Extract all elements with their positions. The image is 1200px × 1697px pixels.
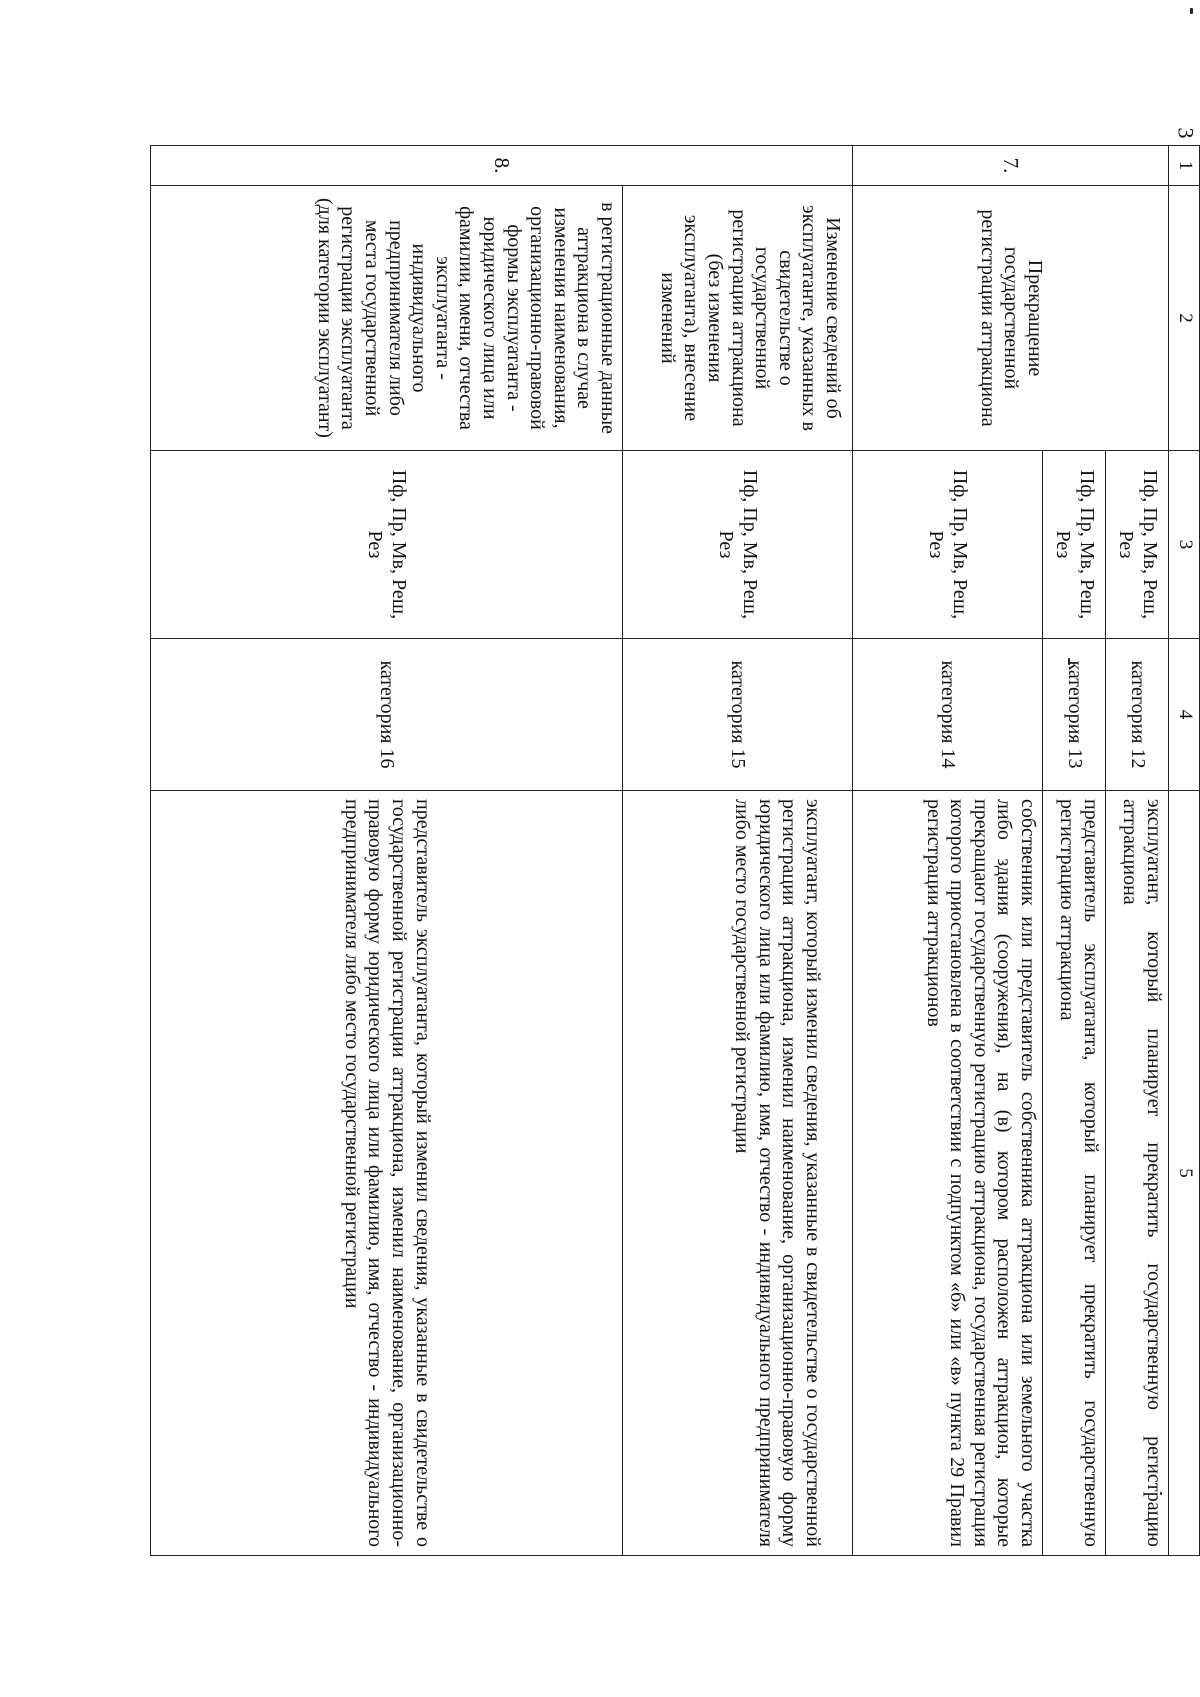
table-row bbox=[623, 146, 853, 1556]
documents-list: Пф, Пр, Мв, Реш, Рез bbox=[623, 451, 853, 639]
documents-list: Пф, Пр, Мв, Реш, Рез bbox=[1043, 451, 1106, 639]
header-cell: 4 bbox=[1169, 639, 1200, 791]
category-cell: категория 13 bbox=[1043, 639, 1106, 791]
applicant-description: эксплуатант, который изменил сведения, указанные в свидетельстве о государственной регистрации аттракциона, изменил наименование, организационно-правовую форму юридического лица или фамилию, имя, отчество - индивидуального предпринимателя либо место государственной регистрации bbox=[623, 791, 853, 1556]
category-cell: категория 15 bbox=[623, 639, 853, 791]
services-table bbox=[150, 145, 1200, 1556]
documents-list: Пф, Пр, Мв, Реш, Рез bbox=[151, 451, 623, 639]
category-cell: категория 16 bbox=[151, 639, 623, 791]
table-row bbox=[151, 146, 623, 1556]
header-cell: 5 bbox=[1169, 791, 1200, 1556]
table-row bbox=[1106, 146, 1169, 1556]
header-cell: 2 bbox=[1169, 186, 1200, 451]
page-number: 3 bbox=[1173, 127, 1199, 139]
rotated-table-area bbox=[150, 145, 1200, 1555]
category-cell: категория 12 bbox=[1106, 639, 1169, 791]
applicant-description: представитель эксплуатанта, который планирует прекратить государственную регистрацию аттракциона bbox=[1043, 791, 1106, 1556]
row-number: 8. bbox=[151, 146, 853, 186]
service-name: в регистрационные данные аттракциона в случае изменения наименования, организационно-правовой формы эксплуатанта - юридического лица или фамилии, имени, отчества эксплуатанта - индивидуального предпринимателя либо места государственной регистрации эксплуатанта (для категории эксплуатант) bbox=[151, 186, 623, 451]
header-cell: 3 bbox=[1169, 451, 1200, 639]
service-name: Прекращение государственной регистрации аттракциона bbox=[853, 186, 1169, 451]
category-cell: категория 14 bbox=[853, 639, 1043, 791]
header-row bbox=[1169, 146, 1200, 1556]
applicant-description: эксплуатант, который планирует прекратить государственную регистрацию аттракциона bbox=[1106, 791, 1169, 1556]
service-name: Изменение сведений об эксплуатанте, указанных в свидетельстве о государственной регистрации аттракциона (без изменения эксплуатанта), внесение изменений bbox=[623, 186, 853, 451]
row-number: 7. bbox=[853, 146, 1169, 186]
header-cell: 1 bbox=[1169, 146, 1200, 186]
applicant-description: собственник или представитель собственника аттракциона или земельного участка либо здания (сооружения), на (в) котором расположен аттракцион, которые прекращают государственную регистрацию аттракциона, государственная регистрация которого приостановлена в соответствии с подпунктом «б» или «в» пункта 29 Правил регистрации аттракционов bbox=[853, 791, 1043, 1556]
scan-speck bbox=[1190, 8, 1193, 14]
applicant-description: представитель эксплуатанта, который изменил сведения, указанные в свидетельстве о государственной регистрации аттракциона, изменил наименование, организационно-правовую форму юридического лица или фамилию, имя, отчество - индивидуального предпринимателя либо место государственной регистрации bbox=[151, 791, 623, 1556]
documents-list: Пф, Пр, Мв, Реш, Рез bbox=[1106, 451, 1169, 639]
documents-list: Пф, Пр, Мв, Реш, Рез bbox=[853, 451, 1043, 639]
